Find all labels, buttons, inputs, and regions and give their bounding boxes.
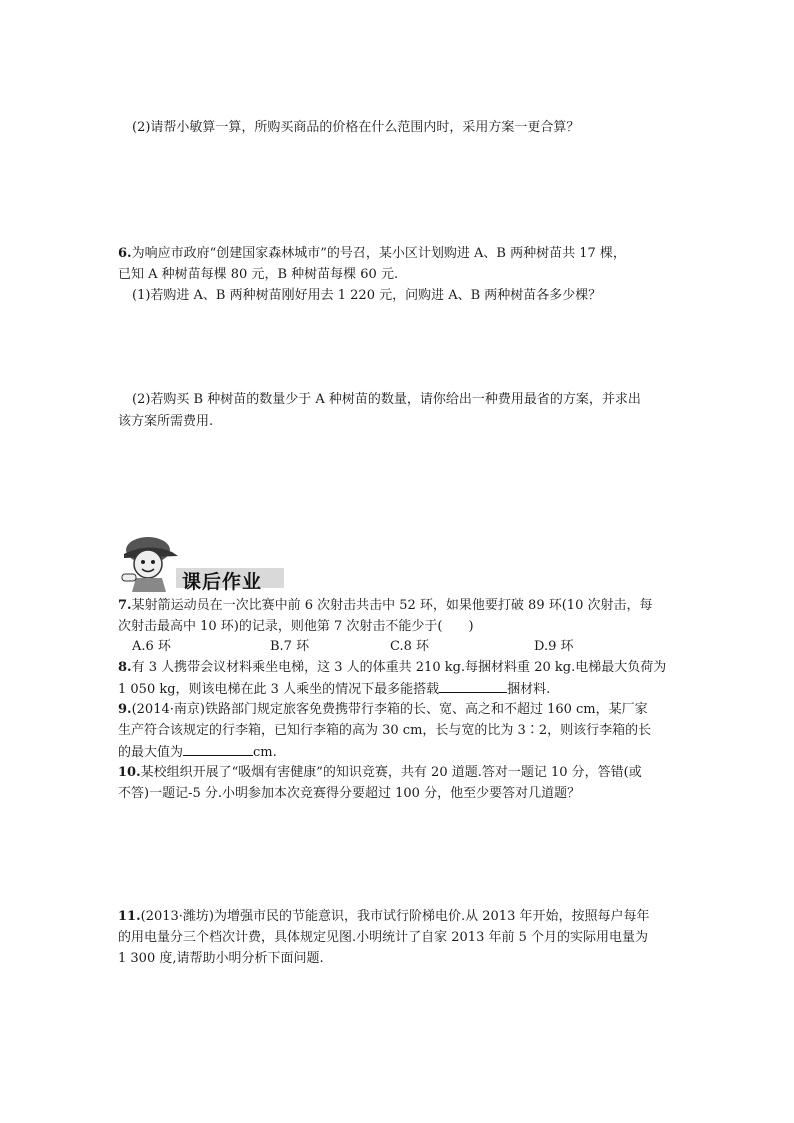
q6-part2-line2: 该方案所需费用.	[118, 414, 214, 429]
q9-text-a: 的最大值为	[118, 745, 184, 760]
q8-text-a: 1 050 kg，则该电梯在此 3 人乘坐的情况下最多能搭载	[118, 682, 440, 697]
q10-line2: 不答)一题记-5 分.小明参加本次竞赛得分要超过 100 分，他至少要答对几道题？	[118, 786, 581, 801]
q7-option-c[interactable]: C.8 环	[390, 639, 430, 654]
q7-option-d[interactable]: D.9 环	[534, 639, 574, 654]
q5-part2: (2)请帮小敏算一算，所购买商品的价格在什么范围内时，采用方案一更合算？	[132, 120, 580, 135]
q9-line3	[118, 743, 277, 762]
q11-line1	[118, 908, 649, 926]
q6-number: 6.	[118, 246, 132, 261]
q6-text: 为响应市政府“创建国家森林城市”的号召，某小区计划购进 A、B 两种树苗共 17 棵，	[131, 246, 626, 261]
q8-answer-blank[interactable]	[439, 680, 507, 693]
q7-number: 7.	[118, 598, 132, 613]
q9-line2: 生产符合该规定的行李箱，已知行李箱的高为 30 cm，长与宽的比为 3∶2，则该行李箱的长	[118, 723, 652, 738]
q10-text: 某校组织开展了“吸烟有害健康”的知识竞赛，共有 20 道题.答对一题记 10 分，答错(或	[140, 765, 642, 780]
q10-number: 10.	[118, 765, 141, 780]
q11-text: (2013·潍坊)为增强市民的节能意识，我市试行阶梯电价.从 2013 年开始，按照每户每年	[140, 909, 650, 924]
q8-line2	[118, 680, 550, 699]
q9-number: 9.	[118, 702, 132, 717]
q8-text: 有 3 人携带会议材料乘坐电梯，这 3 人的体重共 210 kg.每捆材料重 20 kg.电梯最大负荷为	[131, 660, 667, 675]
homework-banner	[118, 532, 286, 594]
banner-title: 课后作业	[182, 571, 263, 593]
q7-option-a[interactable]: A.6 环	[132, 639, 171, 654]
q9-answer-blank[interactable]	[183, 743, 253, 756]
q7-line1	[118, 597, 652, 615]
q10-line1	[118, 764, 642, 782]
q8-text-b: 捆材料.	[507, 682, 551, 697]
q6-part2-line1: (2)若购买 B 种树苗的数量少于 A 种树苗的数量，请你给出一种费用最省的方案，并求出	[132, 392, 641, 407]
q11-number: 11.	[118, 909, 141, 924]
q7-line2: 次射击最高中 10 环)的记录，则他第 7 次射击不能少于( )	[118, 619, 474, 634]
q9-text: (2014·南京)铁路部门规定旅客免费携带行李箱的长、宽、高之和不超过 160 cm，某厂家	[131, 702, 648, 717]
q9-line1	[118, 701, 648, 719]
q6-line1	[118, 245, 626, 263]
q6-line2: 已知 A 种树苗每棵 80 元，B 种树苗每棵 60 元.	[118, 267, 399, 282]
q7-option-b[interactable]: B.7 环	[270, 639, 310, 654]
q6-part1: (1)若购进 A、B 两种树苗刚好用去 1 220 元，问购进 A、B 两种树苗各多少棵？	[132, 288, 602, 303]
q8-line1	[118, 659, 666, 677]
q8-number: 8.	[118, 660, 132, 675]
q7-text: 某射箭运动员在一次比赛中前 6 次射击共击中 52 环，如果他要打破 89 环(10 次射击，每	[131, 598, 653, 613]
q11-line3: 1 300 度,请帮助小明分析下面问题.	[118, 951, 324, 966]
q11-line2: 的用电量分三个档次计费，具体规定见图.小明统计了自家 2013 年前 5 个月的实际用电量为	[118, 930, 649, 945]
q9-text-b: cm.	[253, 745, 277, 760]
